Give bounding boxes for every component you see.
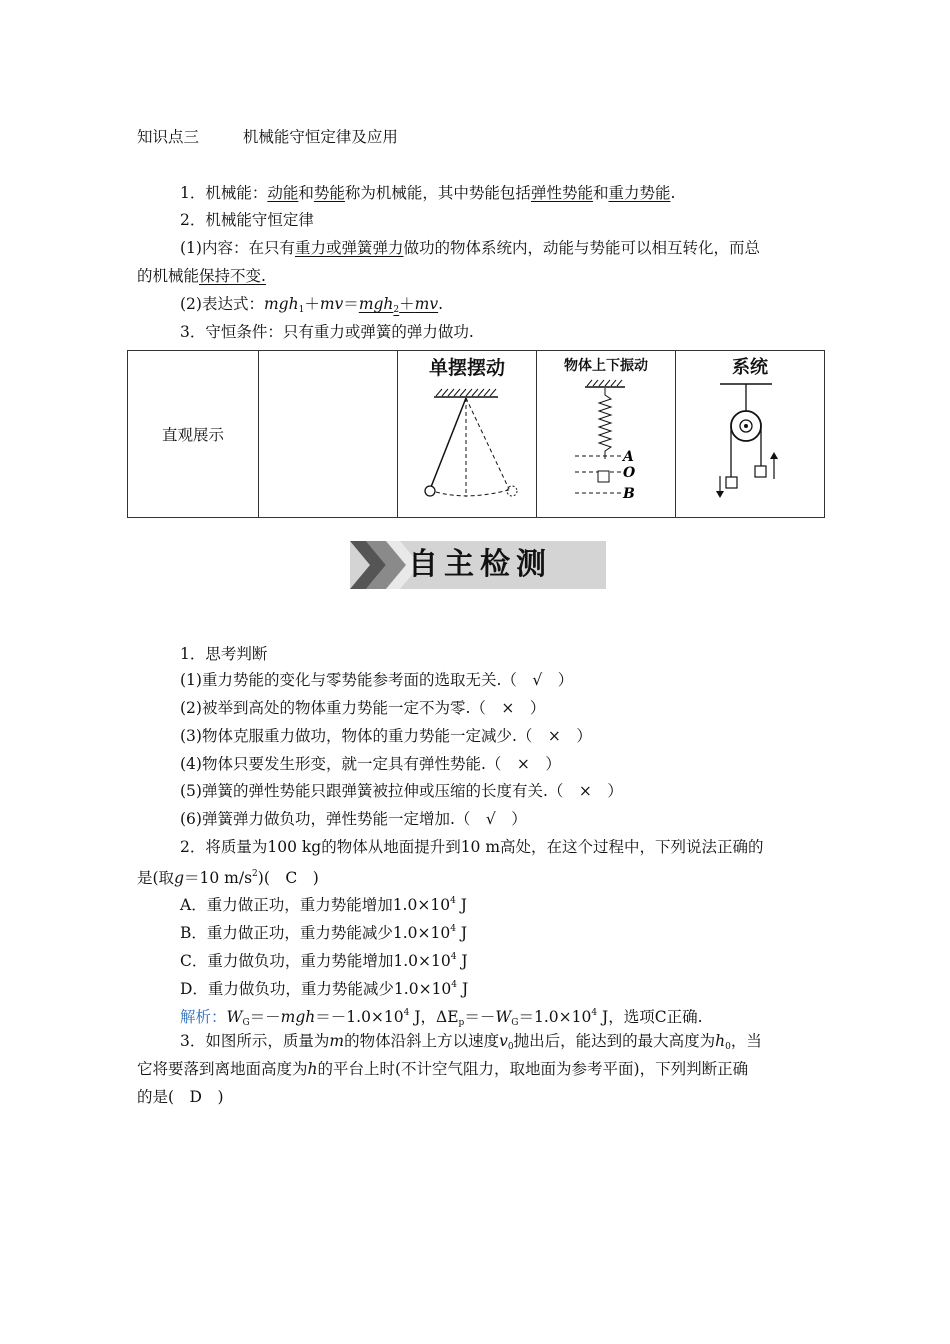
subscript: 1 (298, 305, 305, 315)
mass-block (598, 471, 609, 482)
spring-diagram (537, 351, 676, 517)
underlined-term: 势能 (313, 184, 345, 202)
label-o: O (623, 465, 636, 481)
pendulum-caption: 单摆摆动 (428, 357, 505, 379)
formula: mv (319, 295, 344, 313)
text: J (455, 896, 467, 914)
table-label-cell (128, 351, 259, 518)
text: J (456, 924, 468, 942)
text: (1)内容：在只有 (180, 239, 295, 257)
paragraph-expression (180, 294, 443, 320)
option-a (180, 891, 467, 915)
superscript: 4 (403, 1008, 410, 1018)
text: ＝ (343, 295, 359, 313)
table-label: 直观展示 (161, 426, 224, 444)
paragraph-mechanical-energy (180, 183, 675, 203)
paragraph-content-cont (137, 266, 266, 286)
paragraph-content (180, 238, 760, 258)
symbol: h (307, 1060, 318, 1078)
question-2-stem: 2．将质量为100 kg的物体从地面提升到10 m高处，在这个过程中，下列说法正确的 (180, 838, 764, 856)
symbol: g (174, 869, 184, 887)
subscript: G (242, 1018, 250, 1028)
text: )( C ) (257, 869, 319, 887)
subscript: p (458, 1018, 465, 1028)
pendulum-bob (425, 486, 435, 496)
self-check-banner (350, 541, 606, 589)
spring-caption: 物体上下振动 (564, 358, 648, 374)
text: . (670, 184, 676, 202)
list-item: (6)弹簧弹力做负功，弹性势能一定增加.（ √ ） (180, 810, 527, 828)
block-left (726, 477, 737, 488)
option-c (180, 947, 468, 971)
question-3-stem-cont (137, 1059, 748, 1079)
subscript: 2 (393, 305, 400, 315)
text: 的机械能 (137, 267, 200, 285)
text: 是(取 (137, 869, 175, 887)
text: (2)表达式： (180, 295, 264, 313)
question-2-analysis (180, 1003, 703, 1033)
list-item: (3)物体克服重力做功，物体的重力势能一定减少.（ × ） (180, 727, 592, 745)
text: 1．机械能： (180, 184, 268, 202)
text: . (438, 295, 444, 313)
text: J，ΔE (409, 1008, 459, 1026)
pulley-axle (744, 424, 748, 428)
formula: mgh (358, 295, 394, 313)
symbol: h (715, 1032, 726, 1050)
analysis-label: 解析： (180, 1008, 227, 1026)
question-3-answer: 的是( D ) (137, 1088, 224, 1106)
text: ＝－ (249, 1008, 281, 1026)
text: 称为机械能，其中势能包括 (344, 184, 531, 202)
symbol: v (499, 1032, 508, 1050)
formula: mgh (280, 1008, 316, 1026)
empty-cell (259, 351, 398, 518)
text: ＝－1.0×10 (315, 1008, 404, 1026)
pulley-diagram (676, 351, 825, 517)
text: 抛出后，能达到的最大高度为 (513, 1032, 716, 1050)
text: J (457, 980, 469, 998)
banner-title: 自主检测 (408, 547, 552, 582)
pendulum-diagram (398, 351, 537, 517)
arrow-down-head (716, 491, 724, 498)
list-item: (4)物体只要发生形变，就一定具有弹性势能.（ × ） (180, 755, 561, 773)
underlined-term: 弹性势能 (530, 184, 593, 202)
text: 和 (298, 184, 314, 202)
superscript: 2 (252, 869, 258, 879)
text: 做功的物体系统内，动能与势能可以相互转化，而总 (403, 239, 760, 257)
text: D．重力做负功，重力势能减少1.0×10 (180, 980, 452, 998)
superscript: 4 (591, 1008, 598, 1018)
subscript: G (511, 1018, 519, 1028)
formula: mgh (263, 295, 299, 313)
swing-arc (436, 489, 512, 496)
text: ＋ (304, 295, 320, 313)
text: ＝1.0×10 (518, 1008, 592, 1026)
question-1-title: 1．思考判断 (180, 645, 268, 663)
list-item: (5)弹簧的弹性势能只跟弹簧被拉伸或压缩的长度有关.（ × ） (180, 782, 623, 800)
symbol: W (495, 1008, 512, 1026)
superscript: 4 (450, 896, 456, 906)
text: B．重力做正功，重力势能减少1.0×10 (180, 924, 451, 942)
superscript: 4 (450, 952, 457, 962)
text: J，选项C正确. (597, 1008, 703, 1026)
text: ＝10 m/s (184, 869, 253, 887)
text: A．重力做正功，重力势能增加1.0×10 (180, 896, 451, 914)
subscript: 0 (725, 1042, 731, 1052)
text: 的物体沿斜上方以速度 (344, 1032, 500, 1050)
spring-coil (599, 388, 611, 459)
text: 它将要落到离地面高度为 (137, 1060, 308, 1078)
text: ＝－ (464, 1008, 496, 1026)
pulley-cell (676, 351, 825, 518)
option-b (180, 919, 467, 943)
superscript: 4 (451, 980, 458, 990)
text: 3．如图所示，质量为 (180, 1032, 330, 1050)
pulley-caption: 系统 (732, 357, 768, 378)
option-d (180, 975, 468, 999)
underlined-term: 动能 (267, 184, 299, 202)
ceiling-hatching (436, 389, 496, 396)
symbol: W (226, 1008, 243, 1026)
text: ＋ (399, 295, 415, 313)
subscript: 0 (507, 1042, 514, 1052)
paragraph-condition: 3．守恒条件：只有重力或弹簧的弹力做功. (180, 323, 474, 341)
text: J (456, 952, 468, 970)
superscript: 4 (450, 924, 456, 934)
text: C．重力做负功，重力势能增加1.0×10 (180, 952, 451, 970)
underlined-term: 保持不变. (199, 267, 266, 285)
list-item: (1)重力势能的变化与零势能参考面的选取无关.（ √ ） (180, 671, 574, 689)
text: ，当 (730, 1032, 762, 1050)
underlined-term: 重力或弹簧弹力 (294, 239, 404, 257)
paragraph-conservation-law: 2．机械能守恒定律 (180, 211, 314, 229)
section-number: 知识点三 (137, 128, 200, 146)
pendulum-string (431, 398, 466, 487)
spring-cell (537, 351, 676, 518)
block-right (755, 466, 766, 477)
label-b: B (623, 486, 635, 502)
symbol: m (329, 1032, 345, 1050)
section-heading (137, 127, 398, 147)
text: 的平台上时(不计空气阻力，取地面为参考平面)，下列判断正确 (317, 1060, 749, 1078)
pendulum-cell (398, 351, 537, 518)
question-2-stem-cont (137, 864, 319, 888)
formula: mv (414, 295, 439, 313)
underlined-term: 重力势能 (608, 184, 671, 202)
arrow-up-head (770, 452, 778, 459)
section-title: 机械能守恒定律及应用 (242, 128, 398, 146)
question-3-stem (180, 1031, 762, 1057)
list-item: (2)被举到高处的物体重力势能一定不为零.（ × ） (180, 699, 546, 717)
swing-dashed-line (466, 398, 509, 489)
text: 和 (592, 184, 609, 202)
illustration-table (127, 350, 825, 518)
ceiling-hatching (587, 380, 622, 386)
label-a: A (623, 449, 634, 465)
